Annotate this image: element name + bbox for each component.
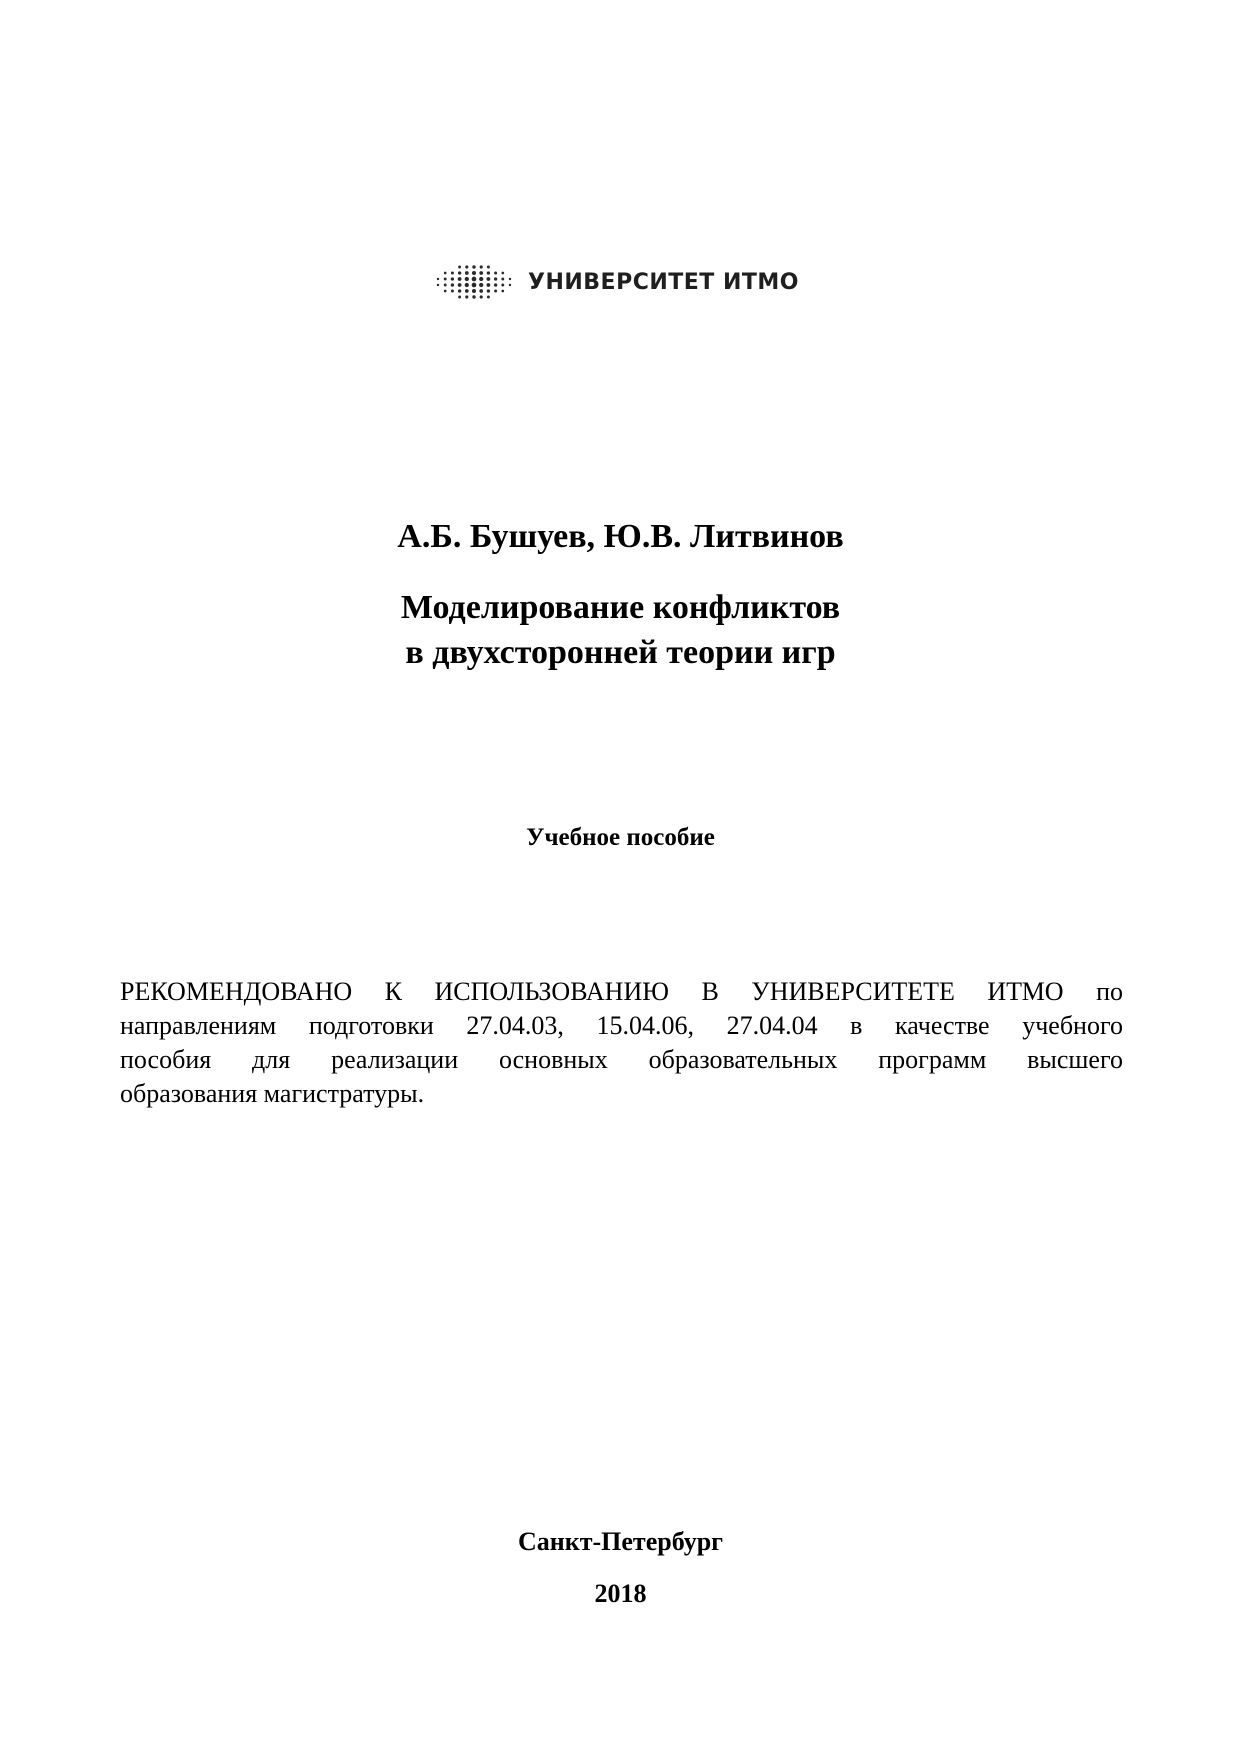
recommendation-word: программ: [878, 1045, 987, 1074]
logo-dot: [451, 283, 454, 286]
logo-dot: [465, 271, 469, 275]
logo-dot: [458, 296, 461, 299]
recommendation-word: реализации: [331, 1045, 459, 1074]
logo-dot: [472, 271, 476, 275]
recommendation-line-4: образования магистратуры.: [120, 1079, 425, 1108]
logo-dot: [494, 283, 497, 286]
logo-dot: [451, 290, 454, 293]
logo-dot: [472, 283, 477, 288]
title-line-2: в двухсторонней теории игр: [405, 634, 836, 671]
logo-dot: [465, 283, 469, 287]
recommendation-word: К: [384, 977, 402, 1006]
logo-dot: [501, 278, 504, 281]
logo-dot: [480, 265, 483, 268]
logo-dot: [444, 272, 447, 275]
book-subtitle: Учебное пособие: [526, 824, 715, 851]
recommendation-word: для: [252, 1045, 291, 1074]
logo-dot: [509, 278, 511, 280]
logo-dot: [465, 265, 468, 268]
title-line-1: Моделирование конфликтов: [400, 589, 841, 626]
university-logo: [434, 262, 799, 302]
logo-dot: [472, 295, 475, 298]
recommendation-word: 15.04.06,: [596, 1011, 694, 1040]
logo-dot: [494, 272, 497, 275]
recommendation-word: пособия: [120, 1045, 212, 1074]
logo-dot: [494, 290, 497, 293]
logo-dot: [458, 289, 461, 292]
logo-dot: [509, 284, 511, 286]
logo-dot: [487, 266, 490, 269]
recommendation-word: РЕКОМЕНДОВАНО: [120, 977, 353, 1006]
recommendation-word: качестве: [895, 1011, 990, 1040]
recommendation-line-2: [120, 1009, 1123, 1043]
logo-dot: [437, 278, 439, 280]
recommendation-word: основных: [498, 1045, 608, 1074]
recommendation-word: в: [850, 1011, 863, 1040]
logo-dot: [487, 277, 491, 281]
logo-dot: [487, 283, 491, 287]
recommendation-word: В: [701, 977, 719, 1006]
logo-dot: [465, 277, 469, 281]
logo-dot: [472, 289, 476, 293]
logo-dot: [444, 290, 447, 293]
logo-dot: [494, 277, 497, 280]
recommendation-word: высшего: [1027, 1045, 1123, 1074]
recommendation-word: 27.04.04: [726, 1011, 818, 1040]
logo-dot: [437, 284, 439, 286]
logo-dot: [465, 289, 469, 293]
logo-dot: [444, 278, 447, 281]
logo-dot: [501, 284, 504, 287]
recommendation-paragraph: [120, 975, 1123, 1111]
logo-dot: [479, 283, 483, 287]
logo-dot: [479, 289, 483, 293]
recommendation-word: ИСПОЛЬЗОВАНИЮ: [434, 977, 669, 1006]
logo-dot: [479, 271, 483, 275]
logo-dot: [501, 272, 504, 275]
logo-dot: [458, 283, 462, 287]
itmo-dots-logo-icon: [434, 262, 516, 302]
recommendation-word: УНИВЕРСИТЕТЕ: [751, 977, 955, 1006]
publication-city: Санкт-Петербург: [518, 1527, 723, 1556]
logo-dot: [465, 295, 468, 298]
logo-dot: [472, 277, 477, 282]
recommendation-line-3: [120, 1043, 1123, 1077]
logo-dot: [472, 265, 475, 268]
recommendation-word: направлениям: [120, 1011, 277, 1040]
logo-dot: [480, 295, 483, 298]
logo-dot: [501, 290, 504, 293]
logo-dot: [487, 289, 490, 292]
logo-dot: [479, 277, 483, 281]
logo-text: УНИВЕРСИТЕТ ИТМО: [528, 269, 799, 295]
logo-dot: [458, 277, 462, 281]
logo-dot: [444, 284, 447, 287]
logo-dot: [458, 266, 461, 269]
recommendation-word: подготовки: [308, 1011, 434, 1040]
authors: А.Б. Бушуев, Ю.В. Литвинов: [397, 518, 844, 555]
logo-dot: [458, 271, 461, 274]
logo-dot: [451, 272, 454, 275]
book-title: [0, 585, 1241, 675]
logo-dot: [487, 296, 490, 299]
logo-dot: [487, 271, 490, 274]
recommendation-line-1: [120, 975, 1123, 1009]
logo-dot: [451, 277, 454, 280]
recommendation-word: 27.04.03,: [466, 1011, 564, 1040]
publication-year: 2018: [594, 1579, 647, 1608]
recommendation-word: по: [1096, 977, 1123, 1006]
recommendation-word: образовательных: [648, 1045, 838, 1074]
recommendation-word: учебного: [1022, 1011, 1123, 1040]
recommendation-word: ИТМО: [987, 977, 1064, 1006]
